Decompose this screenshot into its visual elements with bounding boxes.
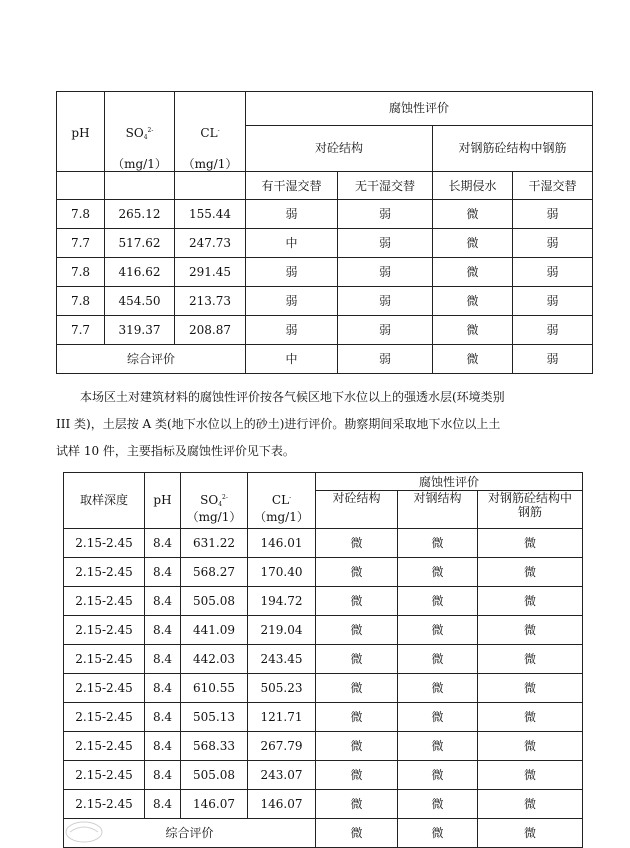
cell: 8.4 [145,761,181,790]
cell: 454.50 [105,287,175,316]
cell: 中 [246,229,338,258]
cell: 441.09 [181,616,248,645]
cell: 微 [478,790,583,819]
cell: 弱 [338,287,433,316]
col-cl-header: CL- （mg/1） [175,92,246,172]
table-row [57,316,593,345]
cell: 微 [398,616,478,645]
cell: 517.62 [105,229,175,258]
cell: 弱 [513,345,593,374]
soil-corrosion-table-1 [56,91,593,374]
cell: 146.01 [248,529,316,558]
cell: 505.13 [181,703,248,732]
cell: 微 [478,587,583,616]
cell: 8.4 [145,587,181,616]
cell: 微 [478,819,583,848]
cell: 微 [478,703,583,732]
cell: 7.7 [57,229,105,258]
watermark-logo-icon [64,818,104,844]
cell: 2.15-2.45 [64,529,145,558]
summary-label: 综合评价 [64,819,316,848]
col-depth-header: 取样深度 [64,473,145,529]
cell: 2.15-2.45 [64,790,145,819]
cell: 291.45 [175,258,246,287]
cell: 弱 [513,316,593,345]
summary-row [64,819,583,848]
cell: 2.15-2.45 [64,703,145,732]
cell: 微 [398,587,478,616]
col-so4-header: $SO4^{2-}$ （mg/1） [181,473,248,529]
cell: 213.73 [175,287,246,316]
cell: 微 [316,819,398,848]
cell: 631.22 [181,529,248,558]
cell: 267.79 [248,732,316,761]
cell: 弱 [338,200,433,229]
unit-label: （mg/1） [186,510,242,524]
table-row [64,703,583,732]
cell: 微 [316,616,398,645]
cell: 弱 [338,229,433,258]
sub-header: 对钢结构 [398,491,478,529]
cell: 568.33 [181,732,248,761]
cell: 8.4 [145,558,181,587]
cell: 微 [398,703,478,732]
unit-label: （mg/1） [112,157,167,171]
rebar-in-concrete-header: 对钢筋砼结构中钢筋 [433,125,593,171]
cell: 微 [316,703,398,732]
summary-row [57,345,593,374]
cell: 2.15-2.45 [64,645,145,674]
table-row [64,645,583,674]
cell: 弱 [338,316,433,345]
table-row [64,529,583,558]
cell: 8.4 [145,645,181,674]
table-row [64,587,583,616]
cell: 505.23 [248,674,316,703]
cell: 243.45 [248,645,316,674]
cell: 微 [398,529,478,558]
cell: 7.8 [57,258,105,287]
cell: 微 [316,558,398,587]
cell: 微 [398,558,478,587]
corrosion-eval-header: 腐蚀性评价 [316,473,583,491]
sub-header: 无干湿交替 [338,172,433,200]
cell: 弱 [513,229,593,258]
body-paragraph-line: III 类)，土层按 A 类(地下水位以上的砂土)进行评价。勘察期间采取地下水位以上土 [56,417,501,431]
cell: 微 [433,200,513,229]
table-row [57,258,593,287]
cell: 170.40 [248,558,316,587]
cell: 微 [433,287,513,316]
corrosion-eval-header: 腐蚀性评价 [246,92,593,126]
col-cl-header: CL- （mg/1） [248,473,316,529]
cell: 208.87 [175,316,246,345]
cell: 微 [478,761,583,790]
body-paragraph-line: 本场区土对建筑材料的腐蚀性评价按各气候区地下水位以上的强透水层(环境类别 [80,390,505,404]
cell: 微 [316,790,398,819]
cell: 2.15-2.45 [64,616,145,645]
cell: 微 [316,761,398,790]
cell: 219.04 [248,616,316,645]
col-ph-header: pH [145,473,181,529]
table-row [64,732,583,761]
cell: 微 [478,529,583,558]
sub-header: 对钢筋砼结构中钢筋 [478,491,583,529]
cell: 610.55 [181,674,248,703]
cell: 8.4 [145,790,181,819]
unit-label: （mg/1） [254,510,309,524]
cell: 弱 [338,258,433,287]
cell: 146.07 [248,790,316,819]
table-row [64,674,583,703]
cell: 微 [316,732,398,761]
cell: 微 [398,819,478,848]
cell: 微 [433,316,513,345]
unit-label: （mg/1） [182,157,238,171]
cell: 247.73 [175,229,246,258]
cell: 2.15-2.45 [64,761,145,790]
table-row [57,287,593,316]
sub-header: 有干湿交替 [246,172,338,200]
cell: 568.27 [181,558,248,587]
cell: 微 [478,645,583,674]
cell: 155.44 [175,200,246,229]
cell: 微 [398,790,478,819]
cell: 8.4 [145,674,181,703]
cell: 319.37 [105,316,175,345]
cell: 8.4 [145,732,181,761]
cell: 弱 [513,258,593,287]
cell: 中 [246,345,338,374]
cell: 146.07 [181,790,248,819]
cell: 416.62 [105,258,175,287]
cell: 微 [433,345,513,374]
cell: 2.15-2.45 [64,732,145,761]
cell: 2.15-2.45 [64,558,145,587]
summary-label: 综合评价 [57,345,246,374]
cell: 265.12 [105,200,175,229]
cell: 弱 [246,316,338,345]
cell: 微 [478,674,583,703]
cell: 微 [398,732,478,761]
cell: 8.4 [145,616,181,645]
cell: 弱 [246,287,338,316]
cell: 弱 [338,345,433,374]
table-row [57,229,593,258]
concrete-structure-header: 对砼结构 [246,125,433,171]
cell: 弱 [246,258,338,287]
cell: 2.15-2.45 [64,587,145,616]
cell: 微 [316,587,398,616]
col-so4-header: $SO4^{2-}$ （mg/1） [105,92,175,172]
cell: 微 [398,761,478,790]
cell: 8.4 [145,703,181,732]
cell: 微 [433,258,513,287]
cell: 微 [316,674,398,703]
cell: 505.08 [181,587,248,616]
cell: 505.08 [181,761,248,790]
table-row [64,616,583,645]
cell: 微 [398,645,478,674]
cell: 2.15-2.45 [64,674,145,703]
cell: 微 [478,558,583,587]
cell: 弱 [513,287,593,316]
col-ph-header: pH [57,92,105,172]
sub-header: 长期侵水 [433,172,513,200]
cell: 8.4 [145,529,181,558]
sub-header: 对砼结构 [316,491,398,529]
table-row [57,200,593,229]
cell: 弱 [513,200,593,229]
cell: 442.03 [181,645,248,674]
cell: 7.7 [57,316,105,345]
cell: 弱 [246,200,338,229]
cell: 7.8 [57,287,105,316]
cell: 194.72 [248,587,316,616]
cell: 121.71 [248,703,316,732]
cell: 微 [478,732,583,761]
cell: 微 [316,529,398,558]
sub-header: 干湿交替 [513,172,593,200]
cell: 微 [433,229,513,258]
soil-corrosion-table-2 [63,472,583,848]
cell: 微 [316,645,398,674]
cell: 7.8 [57,200,105,229]
cell: 243.07 [248,761,316,790]
body-paragraph-line: 试样 10 件，主要指标及腐蚀性评价见下表。 [56,444,295,458]
table-row [64,790,583,819]
cell: 微 [398,674,478,703]
table-row [64,558,583,587]
table-row [64,761,583,790]
cell: 微 [478,616,583,645]
